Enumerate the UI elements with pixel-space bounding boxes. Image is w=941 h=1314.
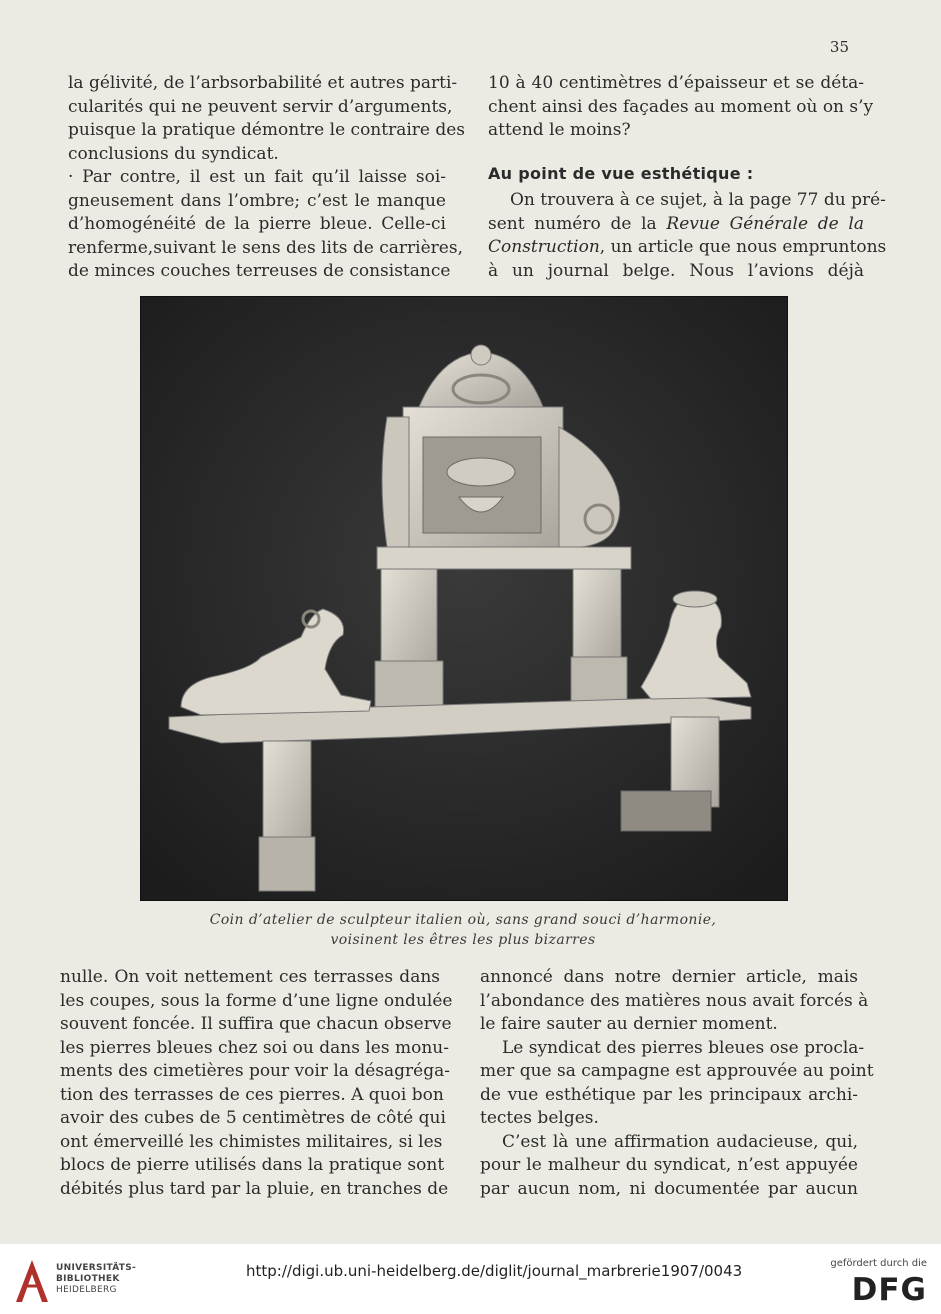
sculpture-illustration [141,297,787,900]
text-line: ont émerveillé les chimistes militaires, si les [60,1131,443,1152]
section-heading: Au point de vue esthétique : [488,163,754,183]
text-line: attend le moins? [488,120,631,140]
text-line: cularités qui ne peuvent servir d’arguments, [68,96,453,117]
text-column-bottom-left [60,966,453,1201]
text-line: 10 à 40 centimètres d’épaisseur et se déta- [488,73,864,93]
text-line: conclusions du syndicat. [68,143,279,164]
text-line: renferme,suivant le sens des lits de carrières, [68,237,463,258]
text-line: souvent foncée. Il suffira que chacun observe [60,1014,452,1034]
text-line [488,236,887,260]
text-column-bottom-right [480,966,874,1201]
caption-line: voisinent les êtres les plus bizarres [330,932,596,948]
text-line: nulle. On voit nettement ces terrasses dans [60,967,440,987]
text-span: , un article que nous empruntons [599,237,887,257]
text-line: débités plus tard par la pluie, en tranches de [60,1178,449,1199]
text-line: On trouvera à ce sujet, à la page 77 du pré- [510,190,886,210]
text-line: · Par contre, il est un fait qu’il laisse soi- [68,167,446,187]
text-line: à un journal belge. Nous l’avions déjà [488,260,864,281]
text-span: sent numéro de la [488,213,667,234]
text-line: tectes belges. [480,1108,599,1128]
text-line: le faire sauter au dernier moment. [480,1014,778,1034]
funded-by-text: gefördert durch die [830,1258,927,1269]
text-line: chent ainsi des façades au moment où on s’y [488,96,874,117]
text-line: Le syndicat des pierres bleues ose procla- [502,1037,865,1058]
library-name-line: BIBLIOTHEK [56,1274,120,1284]
text-line: blocs de pierre utilisés dans la pratique sont [60,1155,445,1175]
library-name [56,1263,136,1296]
page-number: 35 [829,38,849,56]
journal-title-italic: Construction [488,237,600,257]
text-column-top-right [488,72,887,283]
library-name-line: HEIDELBERG [56,1285,117,1295]
journal-title-italic: Revue Générale de la [666,213,864,234]
dfg-logo: DFG [851,1272,927,1308]
text-line: de vue esthétique par les principaux archi- [480,1084,858,1105]
text-line: d’homogénéité de la pierre bleue. Celle-ci [68,214,446,234]
text-line: gneusement dans l’ombre; c’est le manque [68,190,446,211]
figure-caption [140,910,786,950]
sculpture-photograph [140,296,788,901]
caption-line: Coin d’atelier de sculpteur italien où, sans grand souci d’harmonie, [209,912,717,928]
text-line [488,213,864,237]
university-library-logo-icon [12,1256,52,1306]
text-line: C’est là une affirmation audacieuse, qui, [502,1131,858,1152]
text-line: l’abondance des matières nous avait forcés à [480,990,869,1011]
text-line: avoir des cubes de 5 centimètres de côté qui [60,1108,446,1128]
text-line: de minces couches terreuses de consistance [68,261,451,281]
permalink-url[interactable]: http://digi.ub.uni-heidelberg.de/diglit/journal_marbrerie1907/0043 [246,1262,743,1280]
text-line: tion des terrasses de ces pierres. A quoi bon [60,1084,444,1105]
text-line: les pierres bleues chez soi ou dans les monu- [60,1037,449,1058]
text-column-top-left [68,72,466,284]
text-line: pour le malheur du syndicat, n’est appuyée [480,1155,858,1175]
text-line: puisque la pratique démontre le contraire des [68,120,466,140]
text-line: par aucun nom, ni documentée par aucun [480,1178,858,1199]
footer-bar [0,1250,941,1314]
text-line: mer que sa campagne est approuvée au point [480,1061,874,1081]
text-line: la gélivité, de l’arbsorbabilité et autres parti- [68,73,458,93]
text-line: les coupes, sous la forme d’une ligne ondulée [60,990,453,1011]
text-line: ments des cimetières pour voir la désagréga- [60,1061,450,1081]
text-line: annoncé dans notre dernier article, mais [480,967,858,987]
library-name-line: UNIVERSITÄTS- [56,1263,137,1273]
